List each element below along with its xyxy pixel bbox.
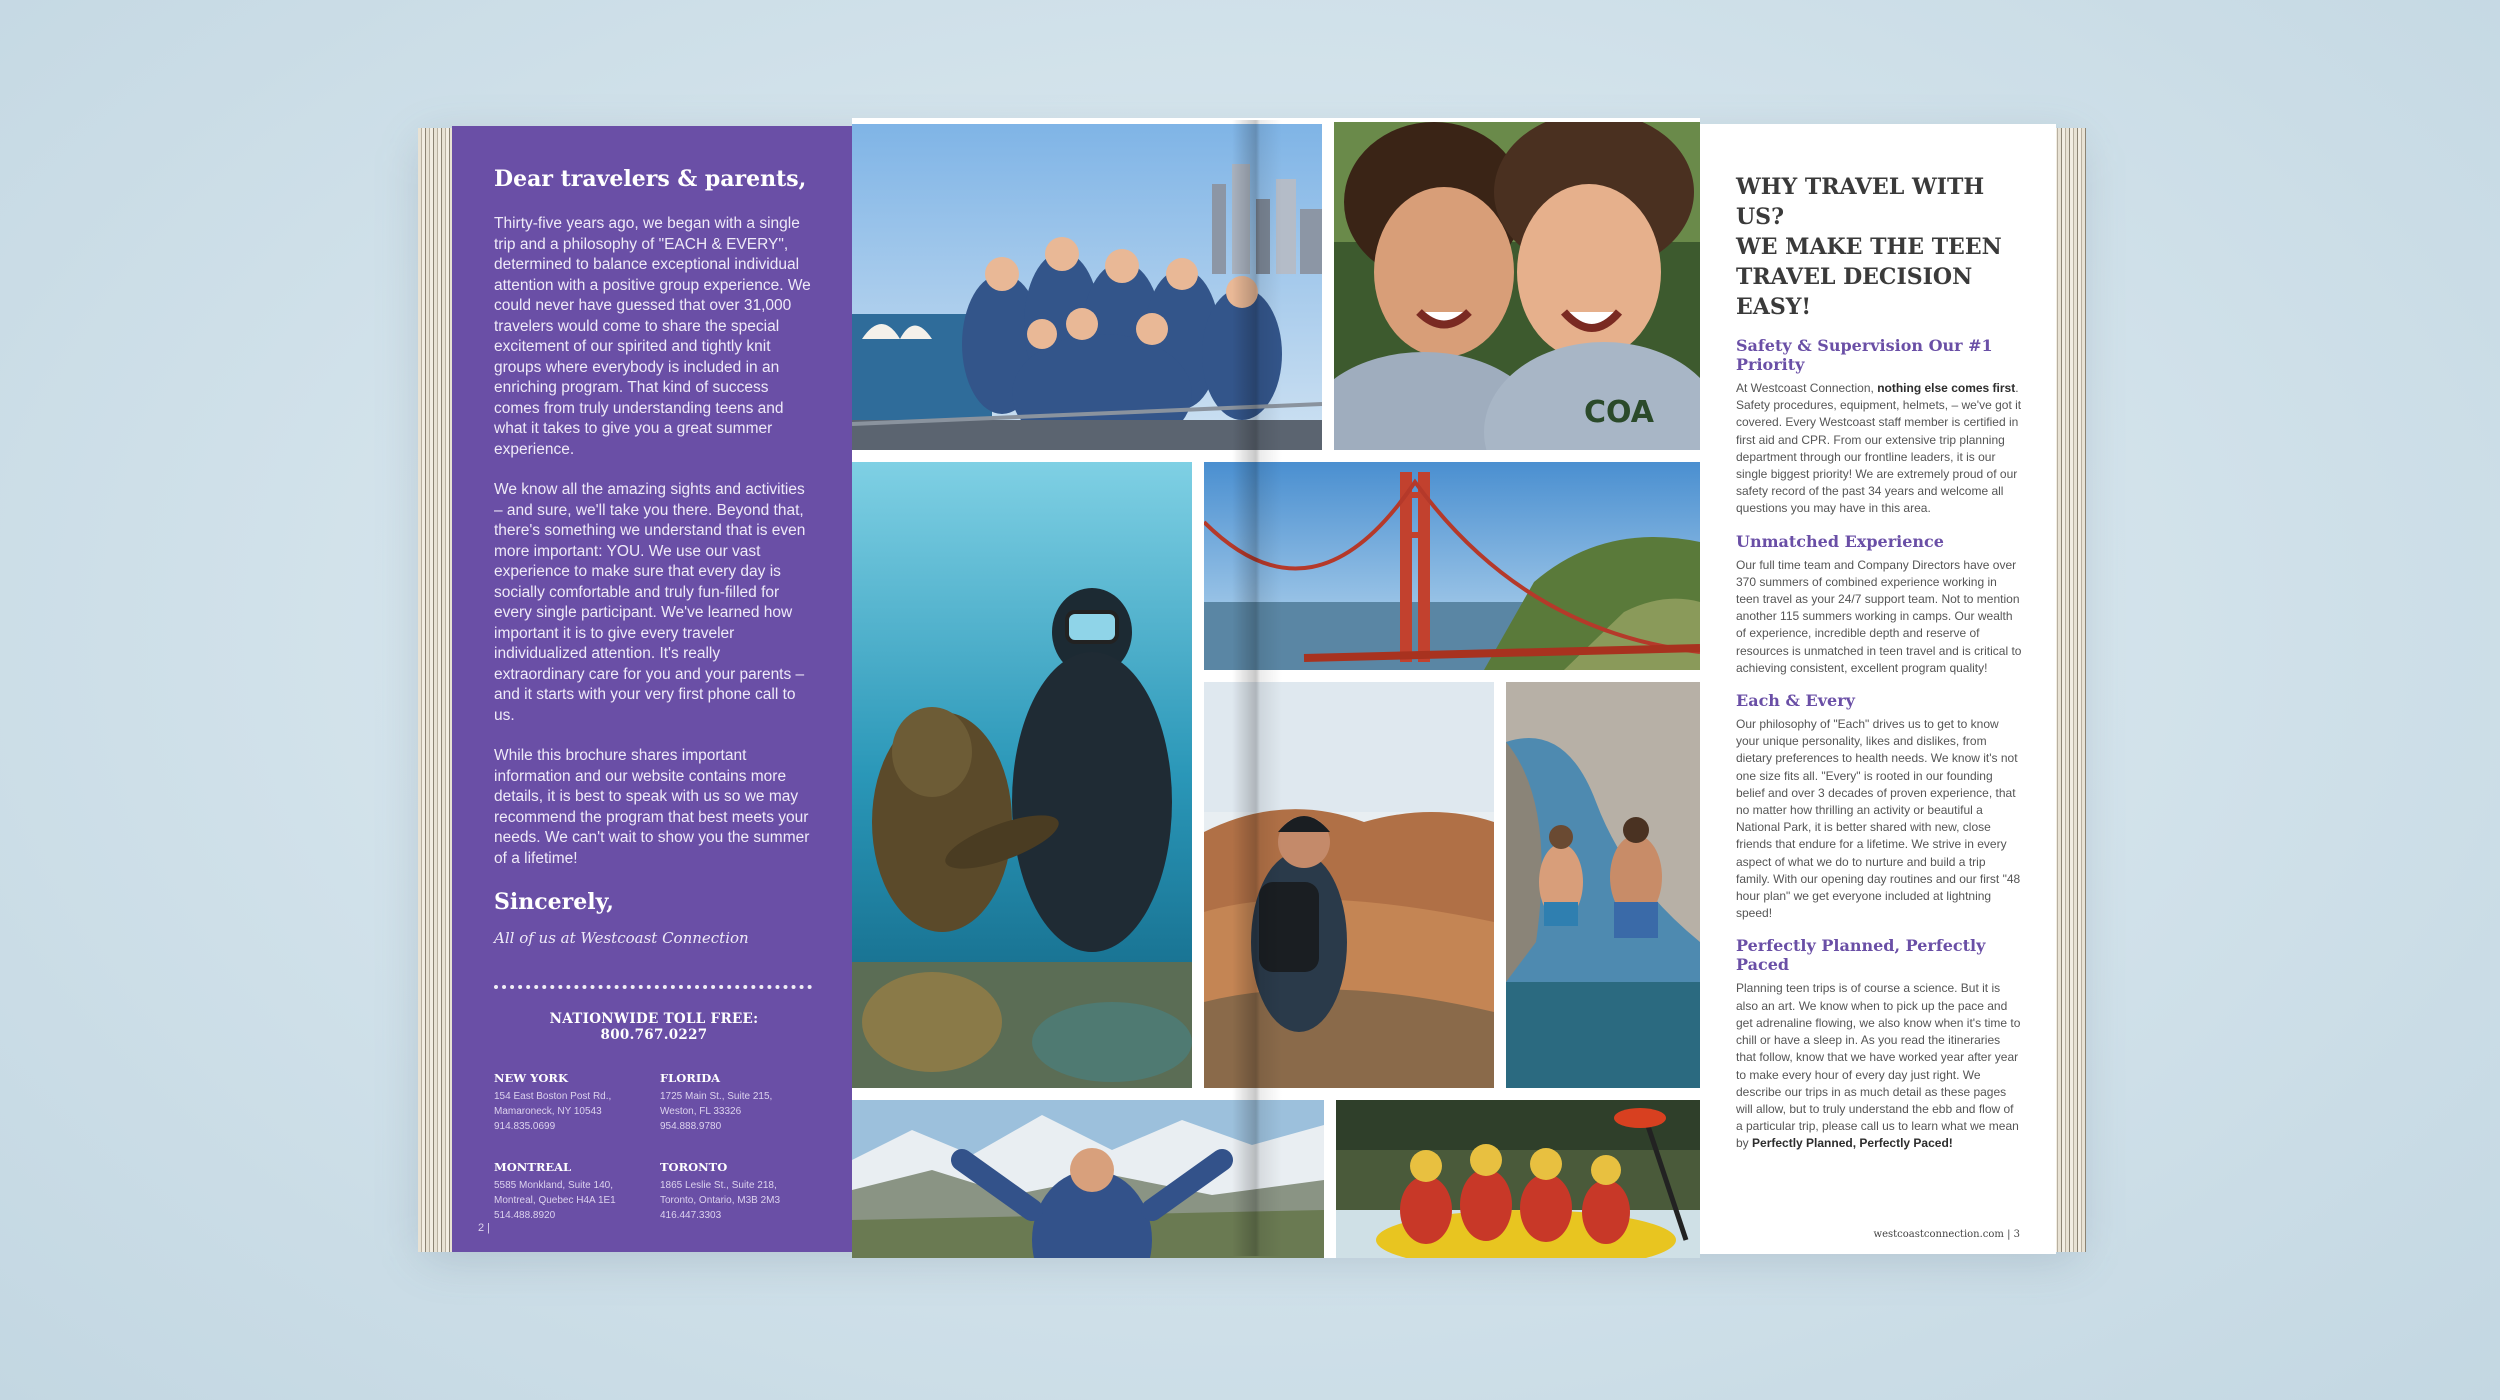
section-text: . Safety procedures, equipment, helmets, – we've got it covered. Every Westcoast staff member is certified in first aid and CPR. From our extensive trip planning department through our frontline leaders, it is our single biggest priority! We are extremely proud of our safety record of the past 34 years and welcome all questions you may have in this area. [1736, 381, 2022, 516]
office-montreal [494, 1160, 660, 1223]
letter-paragraph: We know all the amazing sights and activities – and sure, we'll take you there. Beyond that, there's something we understand that is even more important: YOU. We use our vast experience to make sure that every day is socially comfortable and truly fun-filled for every single participant. We've learned how important it is to give every traveler individualized attention. It's really extraordinary care for you and your parents – and it starts with your very first phone call to us. [494, 481, 806, 724]
right-page-why-travel [1700, 124, 2056, 1254]
office-name: FLORIDA [660, 1071, 721, 1085]
page-footer-right [1874, 1229, 2020, 1240]
left-page-letter [452, 126, 852, 1252]
letter-closing: Sincerely, [494, 889, 614, 915]
photo-collage [852, 118, 1700, 1258]
office-address: 5585 Monkland, Suite 140, [494, 1180, 613, 1191]
office-name: NEW YORK [494, 1071, 568, 1085]
office-list [494, 1071, 814, 1223]
office-address: Weston, FL 33326 [660, 1106, 742, 1117]
page-number-left: 2 | [478, 1222, 491, 1234]
sydney-harbour-bridge-group-photo [852, 124, 1322, 450]
why-travel-title-line: WHY TRAVEL WITH US? [1736, 174, 1985, 230]
hiker-canyon-view-photo [1204, 682, 1494, 1088]
office-phone: 514.488.8920 [494, 1210, 556, 1221]
letter-signature: All of us at Westcoast Connection [494, 929, 749, 947]
letter-paragraph: While this brochure shares important information and our website contains more details, it is best to speak with us so we may recommend the program that best meets your needs. We can't wait to show you the summer of a lifetime! [494, 747, 810, 867]
letter-paragraph: Thirty-five years ago, we began with a single trip and a philosophy of "EACH & EVERY", determined to balance exceptional individual attention with a positive group experience. We could never have guessed that over 31,000 travelers would come to share the special excitement of our spirited and tightly knit groups where everybody is included in an enriching program. That kind of success comes from truly understanding teens and what it takes to give you a great summer experience. [494, 215, 811, 458]
office-address: Mamaroneck, NY 10543 [494, 1106, 602, 1117]
section-body-safety [1736, 380, 2022, 518]
page-edges-right [2054, 128, 2086, 1252]
page-edges-left [418, 128, 454, 1252]
office-address: 1865 Leslie St., Suite 218, [660, 1180, 777, 1191]
why-travel-title-line: WE MAKE THE TEEN [1736, 234, 2002, 260]
section-title-each-every: Each & Every [1736, 691, 1855, 711]
section-title-experience: Unmatched Experience [1736, 531, 1944, 551]
cliff-jumping-photo [1506, 682, 1700, 1088]
office-name: MONTREAL [494, 1160, 572, 1174]
page-number-right: | 3 [2007, 1229, 2020, 1240]
mountain-hiker-arms-raised-photo [852, 1100, 1324, 1258]
whitewater-rafting-group-photo [1336, 1100, 1700, 1258]
section-title-safety: Safety & Supervision Our #1 Priority [1736, 336, 1993, 374]
section-title-perfectly-planned: Perfectly Planned, Perfectly Paced [1736, 936, 1986, 975]
section-text: Planning teen trips is of course a science. But it is also an art. We know when to pick up the pace and get adrenaline flowing, we also know when it's time to chill or have a sleep in. As you read the itineraries that follow, know that we have worked year after year to make every hour of every day just right. We describe our trips in as much detail as these pages will allow, but to truly understand the ebb and flow of a particular trip, please call us to learn what we mean by [1736, 981, 2021, 1151]
office-phone: 416.447.3303 [660, 1210, 722, 1221]
office-name: TORONTO [660, 1160, 728, 1174]
office-address: Montreal, Quebec H4A 1E1 [494, 1195, 616, 1206]
section-emphasis: Perfectly Planned, Perfectly Paced! [1752, 1136, 1953, 1151]
toll-free-number: NATIONWIDE TOLL FREE: 800.767.0227 [549, 1011, 759, 1043]
office-address: 1725 Main St., Suite 215, [660, 1091, 773, 1102]
golden-gate-bridge-photo [1204, 462, 1700, 670]
letter-heading: Dear travelers & parents, [494, 166, 807, 192]
office-phone: 914.835.0699 [494, 1121, 556, 1132]
office-address: Toronto, Ontario, M3B 2M3 [660, 1195, 781, 1206]
office-new-york [494, 1071, 660, 1134]
office-toronto [660, 1160, 810, 1223]
office-address: 154 East Boston Post Rd., [494, 1091, 612, 1102]
two-laughing-girls-photo [1334, 122, 1700, 450]
why-travel-title [1736, 172, 2022, 322]
dotted-divider [494, 985, 812, 989]
section-body-perfectly-planned [1736, 980, 2022, 1152]
office-phone: 954.888.9780 [660, 1121, 722, 1132]
website-url: westcoastconnection.com [1873, 1229, 2004, 1240]
section-body-experience: Our full time team and Company Directors have over 370 summers of combined experience working in teen travel as your 24/7 support team. Not to mention another 115 summers working in camps. Our wealth of experience, incredible depth and reserve of resources is unmatched in teen travel and is critical to achieving consistent, excellent program quality! [1736, 557, 2022, 675]
why-travel-title-line: TRAVEL DECISION EASY! [1736, 264, 1973, 320]
svg-text:COA: COA [1584, 395, 1654, 430]
office-florida [660, 1071, 810, 1134]
section-text: At Westcoast Connection, [1736, 381, 1878, 395]
section-emphasis: nothing else comes first [1877, 381, 2016, 395]
section-body-each-every: Our philosophy of "Each" drives us to get to know your unique personality, likes and dislikes, from dietary preferences to health needs. We know it's not one size fits all. "Every" is rooted in our founding belief and over 3 decades of proven experience, that no matter how thrilling an activity or beautiful a National Park, it is better shared with new, close friends that endure for a lifetime. We strive in every aspect of what we do to nurture and build a trip family. With our opening day routines and our first "48 hour plan" we get everyone included at lightning speed! [1736, 717, 2021, 921]
scuba-diver-sea-turtle-photo [852, 462, 1192, 1088]
